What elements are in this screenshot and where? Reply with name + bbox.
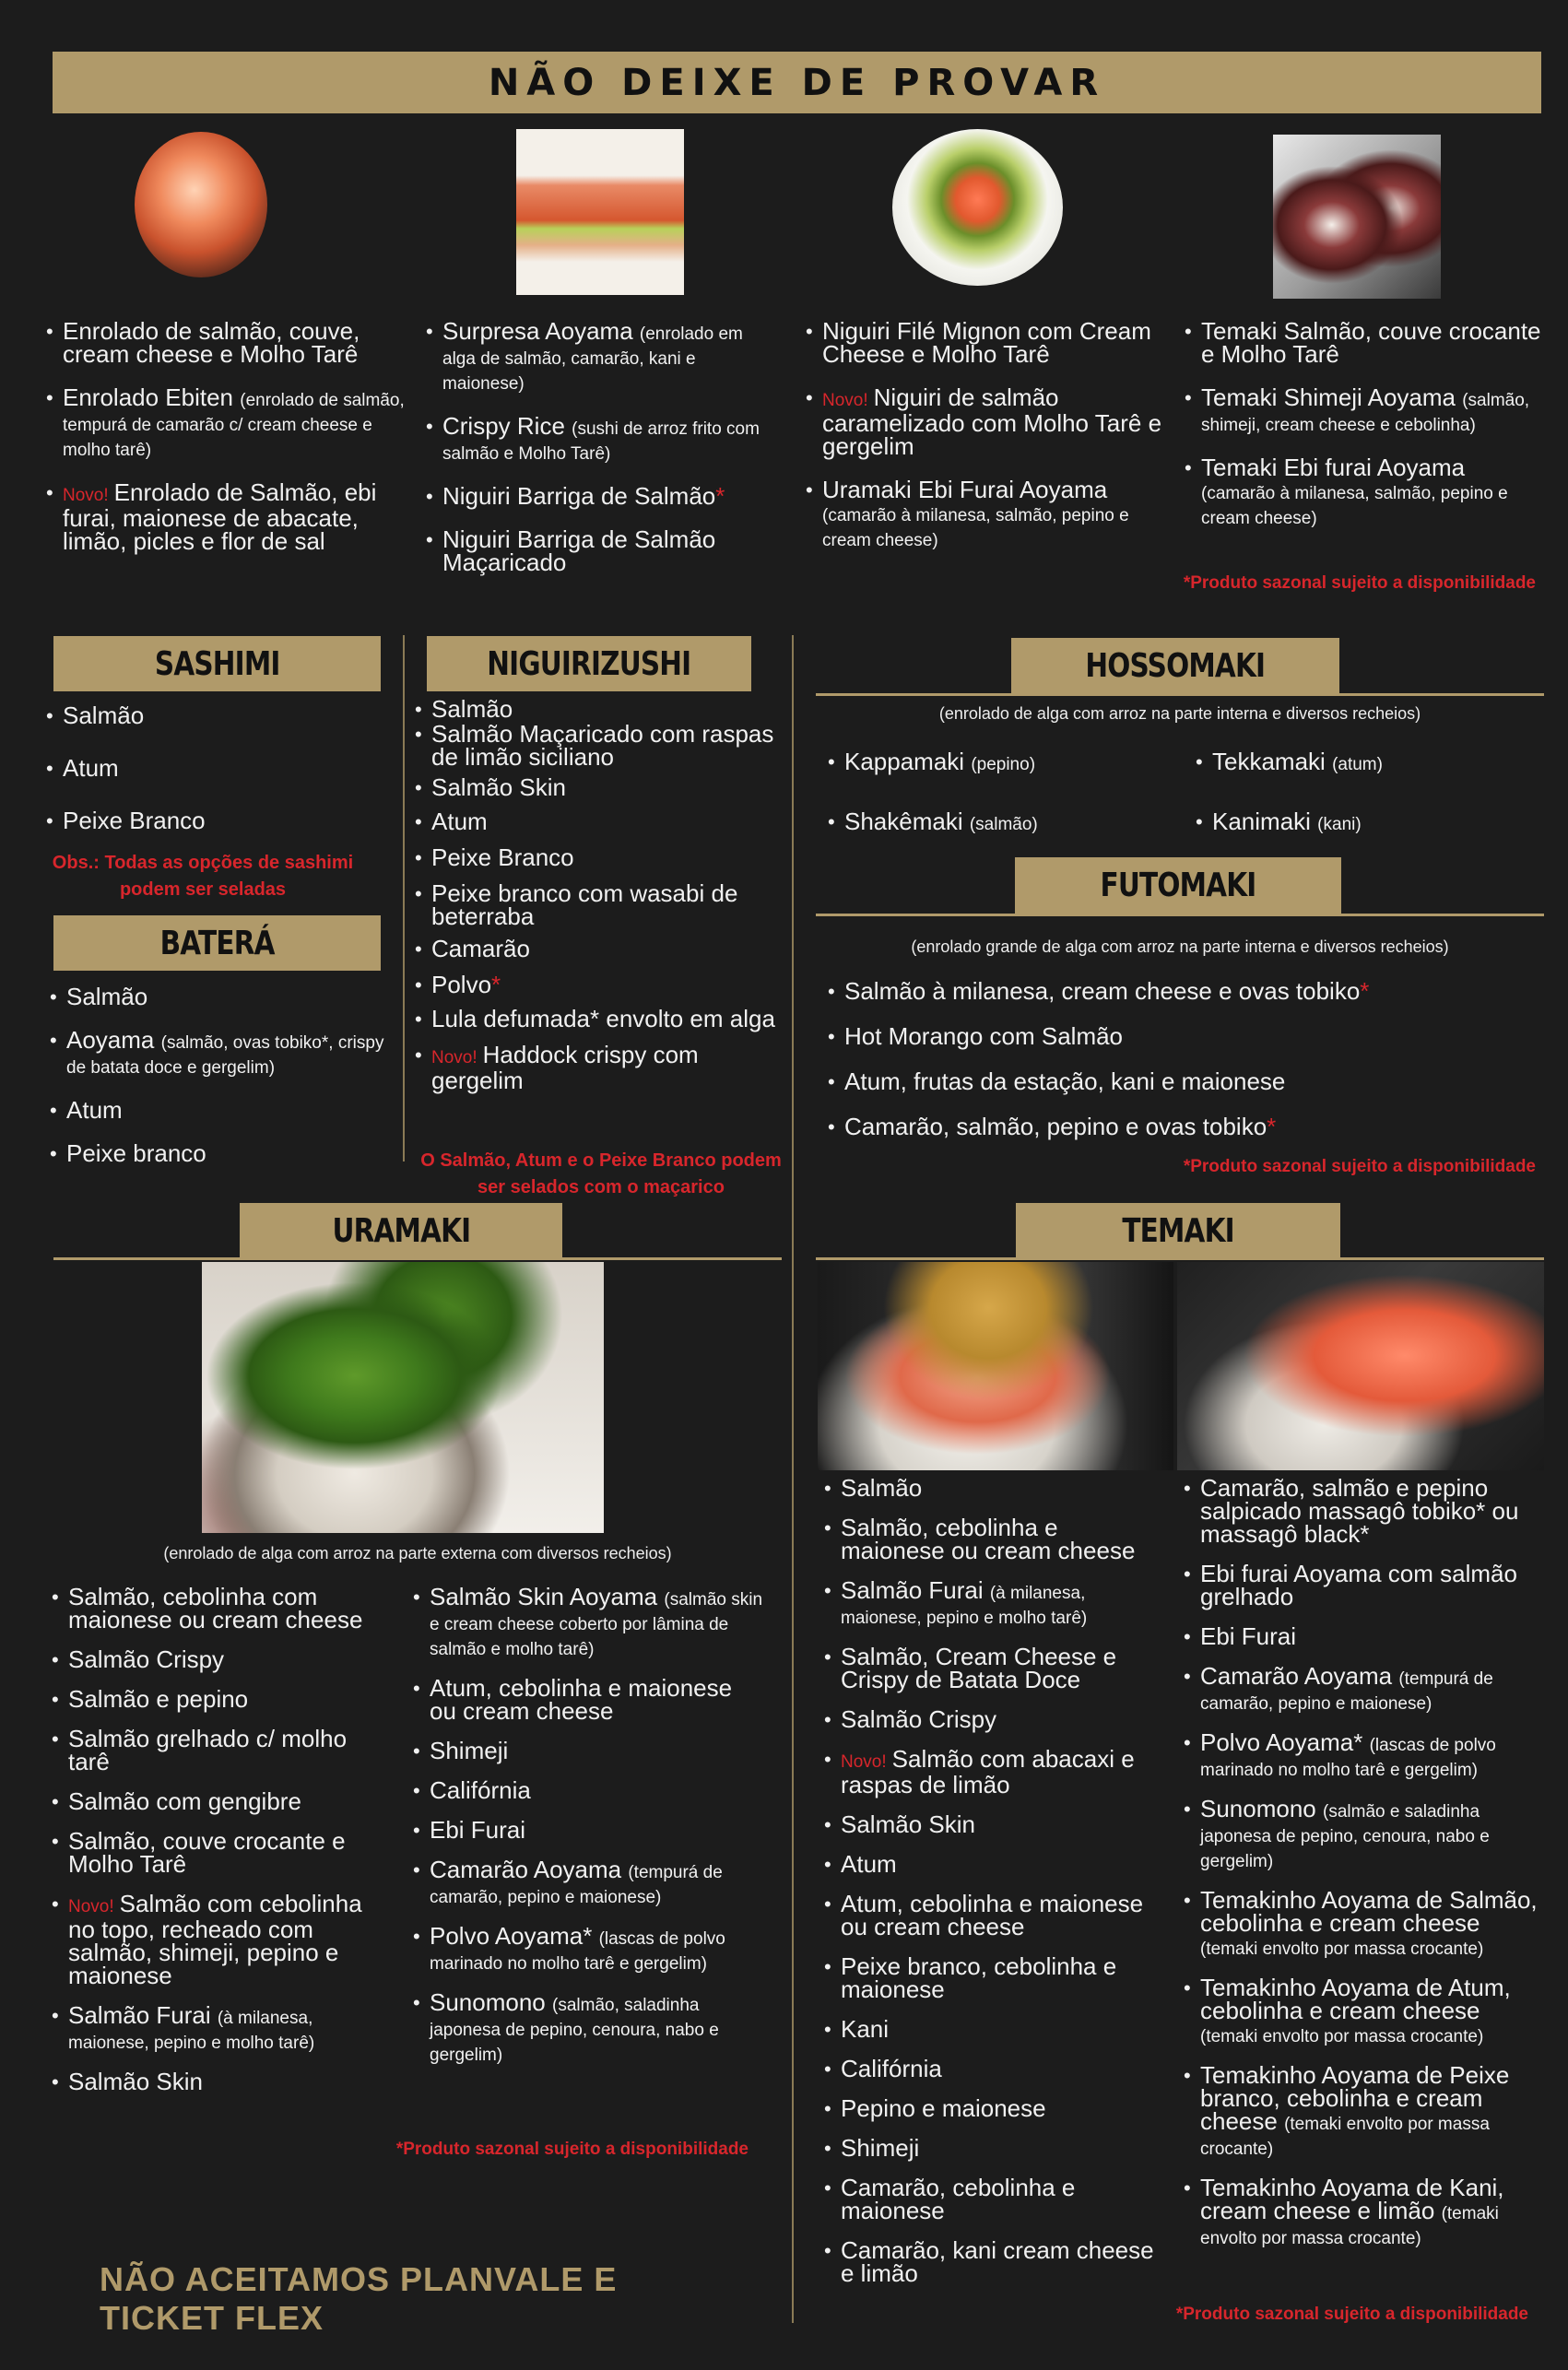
menu-item-name: Salmão, cebolinha com maionese ou cream cheese [68, 1583, 363, 1633]
menu-item [1184, 2061, 1543, 2160]
menu-item [46, 704, 396, 727]
seasonal-note-temaki: *Produto sazonal sujeito a disponibilidade [1175, 2305, 1528, 2324]
menu-item-name: Temakinho Aoyama de Peixe branco, cebolinha e cream cheese [1200, 2061, 1510, 2135]
new-badge: Novo! [431, 1048, 477, 1067]
menu-item-name: Salmão [63, 702, 145, 729]
menu-item-name: Temakinho Aoyama de Salmão, cebolinha e cream cheese [1200, 1886, 1538, 1937]
menu-item [413, 1674, 763, 1725]
temaki-photo-2 [1177, 1262, 1544, 1470]
menu-item [1184, 1662, 1543, 1715]
payment-notice: NÃO ACEITAMOS PLANVALE E TICKET FLEX [100, 2260, 618, 2337]
menu-item [415, 773, 784, 801]
menu-item [806, 478, 1165, 551]
menu-item [413, 1583, 763, 1660]
menu-item-name: Salmão Maçaricado com raspas de limão siciliano [431, 720, 774, 771]
batera-list [50, 985, 395, 1185]
sashimi-list [46, 704, 396, 851]
menu-item-description: (à milanesa, maionese, pepino e molho tarê) [68, 2009, 315, 2053]
featured-col-4 [1185, 317, 1544, 549]
menu-item [426, 482, 776, 510]
menu-item [46, 478, 410, 555]
menu-item [50, 1026, 395, 1079]
menu-item [1184, 1728, 1543, 1781]
menu-item-description: (salmão e saladinha japonesa de pepino, cenoura, nabo e gergelim) [1200, 1802, 1490, 1871]
futomaki-rule [816, 914, 1544, 916]
seasonal-asterisk: * [1267, 1113, 1277, 1140]
menu-item [806, 317, 1165, 368]
menu-item-name: Temaki Salmão, couve crocante e Molho Tarê [1201, 317, 1541, 368]
menu-item-name: Atum, cebolinha e maionese ou cream cheese [430, 1674, 733, 1725]
seasonal-note-uramaki: *Produto sazonal sujeito a disponibilidade [395, 2140, 749, 2159]
menu-item-name: Temakinho Aoyama de Atum, cebolinha e cream cheese [1200, 1974, 1511, 2024]
new-badge: Novo! [63, 486, 109, 505]
menu-item-description: (kani) [1317, 815, 1362, 834]
menu-item [828, 1067, 1538, 1095]
menu-item [824, 1810, 1165, 1838]
menu-item-name: Peixe Branco [431, 843, 574, 871]
uramaki-caption: (enrolado de alga com arroz na parte externa com diversos recheios) [163, 1544, 672, 1562]
menu-item-name: Camarão, cebolinha e maionese [841, 2174, 1076, 2224]
menu-item-name: Polvo Aoyama* [430, 1922, 593, 1950]
menu-item-description: (camarão à milanesa, salmão, pepino e cream cheese) [1201, 484, 1508, 528]
menu-item-name: Camarão, salmão e pepino salpicado massagô tobiko* ou massagô black* [1200, 1474, 1519, 1548]
menu-item-description: (lascas de polvo marinado no molho tarê e gergelim) [430, 1929, 725, 1974]
menu-item [415, 937, 784, 961]
menu-item [52, 2001, 393, 2054]
menu-item-name: Niguiri Barriga de Salmão Maçaricado [442, 525, 716, 576]
menu-item [1185, 317, 1544, 368]
menu-item-description: (pepino) [971, 755, 1036, 774]
featured-col-3 [806, 317, 1165, 572]
menu-item-description: (salmão skin e cream cheese coberto por lâmina de salmão e molho tarê) [430, 1590, 763, 1659]
menu-item-name: Ebi Furai [430, 1816, 526, 1844]
menu-item-description: (temaki envolto por massa crocante) [1200, 2115, 1490, 2159]
divider-vertical-1 [403, 635, 405, 1161]
menu-item [828, 750, 1178, 775]
menu-item [413, 1776, 763, 1804]
menu-item-name: Uramaki Ebi Furai Aoyama [822, 476, 1108, 503]
menu-item [50, 985, 395, 1008]
menu-item [824, 1705, 1165, 1733]
menu-item-description: (salmão, shimeji, cream cheese e cebolinha) [1201, 391, 1530, 435]
menu-item [824, 2236, 1165, 2287]
menu-item [415, 879, 784, 930]
niguirizushi-list [415, 695, 784, 1102]
menu-item [46, 317, 410, 368]
menu-item-name: Shimeji [841, 2134, 920, 2162]
menu-item-name: Peixe Branco [63, 807, 206, 834]
menu-item [46, 754, 396, 782]
menu-item [415, 1041, 784, 1094]
menu-item-name: Polvo Aoyama* [1200, 1728, 1363, 1756]
menu-item [1184, 2176, 1543, 2249]
menu-item-name: Salmão à milanesa, cream cheese e ovas tobiko [844, 977, 1361, 1005]
niguirizushi-heading: NIGUIRIZUSHI [427, 636, 751, 691]
menu-item [50, 1139, 395, 1167]
menu-item-name: Califórnia [430, 1776, 531, 1804]
menu-item [1196, 750, 1546, 775]
menu-item-name: Enrolado Ebiten [63, 383, 234, 411]
menu-item [50, 1096, 395, 1124]
menu-item-description: (à milanesa, maionese, pepino e molho tarê) [841, 1584, 1088, 1628]
menu-item-description: (temaki envolto por massa crocante) [1200, 1940, 1484, 1959]
menu-item-name: Salmão Furai [68, 2001, 211, 2029]
menu-item [52, 2070, 393, 2093]
menu-item-description: (tempurá de camarão, pepino e maionese) [430, 1863, 723, 1907]
menu-item [824, 1745, 1165, 1798]
menu-item-name: Atum, cebolinha e maionese ou cream cheese [841, 1890, 1144, 1940]
menu-item-name: Peixe branco com wasabi de beterraba [431, 879, 738, 930]
featured-photo-2 [516, 129, 684, 295]
uramaki-photo [202, 1262, 604, 1533]
menu-item-description: (salmão, ovas tobiko*, crispy de batata doce e gergelim) [66, 1033, 384, 1078]
menu-item [828, 1022, 1538, 1050]
menu-item [824, 2176, 1165, 2223]
menu-item-name: Surpresa Aoyama [442, 317, 633, 345]
menu-item [1184, 1886, 1543, 1960]
menu-item-name: Sunomono [430, 1988, 546, 2016]
menu-item-description: (temaki envolto por massa crocante) [1200, 2204, 1499, 2248]
menu-item [52, 1685, 393, 1713]
hossomaki-heading: HOSSOMAKI [1011, 638, 1339, 694]
menu-item [52, 1645, 393, 1673]
menu-item-name: Camarão Aoyama [430, 1856, 622, 1883]
menu-item [828, 810, 1178, 835]
featured-photo-3 [892, 129, 1063, 286]
menu-item-name: Camarão Aoyama [1200, 1662, 1393, 1690]
menu-item-description: (atum) [1332, 755, 1383, 774]
menu-item [824, 1474, 1165, 1502]
menu-item [1184, 1474, 1543, 1548]
futomaki-heading: FUTOMAKI [1015, 857, 1341, 914]
menu-item [415, 695, 784, 723]
menu-item-name: Temaki Shimeji Aoyama [1201, 383, 1456, 411]
menu-item-description: (tempurá de camarão, pepino e maionese) [1200, 1669, 1493, 1714]
menu-item [828, 977, 1538, 1005]
seasonal-asterisk: * [491, 971, 501, 998]
menu-item-name: Salmão [431, 695, 513, 723]
menu-item [806, 383, 1165, 460]
menu-item-name: Camarão, salmão, pepino e ovas tobiko [844, 1113, 1267, 1140]
menu-item-name: Salmão Furai [841, 1576, 984, 1604]
menu-item-name: Polvo [431, 971, 492, 998]
menu-item [824, 2134, 1165, 2162]
menu-item [413, 1858, 763, 1908]
menu-item [1185, 456, 1544, 529]
menu-item-name: Salmão, Cream Cheese e Crispy de Batata Doce [841, 1643, 1117, 1693]
menu-item [415, 973, 784, 996]
menu-item [415, 843, 784, 871]
menu-item-name: Crispy Rice [442, 412, 565, 440]
menu-item-name: Atum [66, 1096, 123, 1124]
menu-item-name: Atum [63, 754, 119, 782]
menu-item [413, 1988, 763, 2066]
menu-item-name: Shakêmaki [844, 808, 963, 835]
new-badge: Novo! [822, 391, 868, 410]
menu-item-name: Ebi furai Aoyama com salmão grelhado [1200, 1560, 1517, 1610]
futomaki-caption: (enrolado grande de alga com arroz na parte interna e diversos recheios) [911, 937, 1449, 956]
menu-item [52, 1892, 393, 1987]
menu-item-name: Salmão Skin Aoyama [430, 1583, 658, 1610]
menu-item-name: Califórnia [841, 2055, 942, 2082]
menu-item-name: Temaki Ebi furai Aoyama [1201, 454, 1466, 481]
menu-item-name: Kani [841, 2015, 890, 2043]
menu-item-name: Salmão com gengibre [68, 1787, 301, 1815]
menu-item-description: (lascas de polvo marinado no molho tarê e gergelim) [1200, 1736, 1496, 1780]
menu-item-name: Kappamaki [844, 748, 965, 775]
menu-item [824, 1576, 1165, 1629]
menu-item-name: Niguiri de salmão caramelizado com Molho Tarê e gergelim [822, 383, 1162, 460]
featured-col-1 [46, 317, 410, 573]
menu-item-name: Ebi Furai [1200, 1622, 1297, 1650]
menu-item-name: Atum [431, 808, 488, 835]
menu-item-name: Salmão [66, 983, 148, 1010]
menu-item-name: Hot Morango com Salmão [844, 1022, 1124, 1050]
menu-item [1185, 383, 1544, 436]
menu-item-name: Tekkamaki [1212, 748, 1326, 775]
menu-item-name: Peixe branco, cebolinha e maionese [841, 1952, 1117, 2003]
menu-item-description: (enrolado de salmão, tempurá de camarão c/ cream cheese e molho tarê) [63, 391, 405, 460]
menu-item-name: Salmão e pepino [68, 1685, 249, 1713]
futomaki-list [828, 977, 1538, 1140]
hossomaki-list-right [1196, 750, 1546, 835]
menu-item-name: Temakinho Aoyama de Kani, cream cheese e limão [1200, 2174, 1504, 2224]
menu-item-name: Enrolado de Salmão, ebi furai, maionese de abacate, limão, picles e flor de sal [63, 478, 377, 555]
menu-item-name: Salmão grelhado c/ molho tarê [68, 1725, 348, 1775]
menu-item-name: Camarão [431, 935, 530, 962]
menu-item [415, 1005, 784, 1032]
menu-item-name: Niguiri Filé Mignon com Cream Cheese e Molho Tarê [822, 317, 1151, 368]
menu-item [415, 810, 784, 833]
menu-item [52, 1787, 393, 1815]
uramaki-rule [53, 1257, 782, 1260]
sashimi-heading: SASHIMI [53, 636, 381, 691]
menu-item-name: Pepino e maionese [841, 2094, 1046, 2122]
batera-heading: BATERÁ [53, 915, 381, 971]
sashimi-note: Obs.: Todas as opções de sashimi podem ser seladas [52, 853, 354, 900]
temaki-list-left [824, 1474, 1165, 2287]
menu-item [1184, 1562, 1543, 1609]
menu-item-name: Salmão com abacaxi e raspas de limão [841, 1745, 1135, 1798]
menu-item [824, 2015, 1165, 2043]
menu-item [828, 1115, 1538, 1138]
menu-item-name: Salmão Skin [431, 773, 566, 801]
featured-photo-4 [1273, 135, 1441, 299]
menu-item [824, 1892, 1165, 1939]
menu-item [413, 1739, 763, 1763]
menu-item [824, 1645, 1165, 1692]
menu-item-description: (camarão à milanesa, salmão, pepino e cream cheese) [822, 506, 1129, 550]
temaki-photo-1 [818, 1262, 1173, 1470]
menu-item-name: Sunomono [1200, 1795, 1316, 1822]
menu-item [824, 1850, 1165, 1878]
menu-item [413, 1816, 763, 1844]
menu-item-description: (temaki envolto por massa crocante) [1200, 2027, 1484, 2046]
menu-item [426, 412, 776, 465]
menu-item [52, 1583, 393, 1633]
uramaki-list-right [413, 1583, 763, 2066]
menu-item [824, 1516, 1165, 1562]
menu-item-name: Shimeji [430, 1737, 509, 1764]
menu-item-name: Salmão Crispy [68, 1645, 225, 1673]
hossomaki-list-left [828, 750, 1178, 835]
seasonal-note-futomaki: *Produto sazonal sujeito a disponibilidade [1183, 1157, 1536, 1176]
menu-item [46, 383, 410, 461]
menu-item-name: Salmão com cebolinha no topo, recheado com salmão, shimeji, pepino e maionese [68, 1890, 362, 1989]
menu-item-name: Salmão, couve crocante e Molho Tarê [68, 1827, 346, 1878]
menu-item [1184, 1622, 1543, 1650]
menu-item-name: Salmão, cebolinha e maionese ou cream cheese [841, 1514, 1136, 1564]
page-title: NÃO DEIXE DE PROVAR [53, 52, 1541, 113]
menu-item-name: Haddock crispy com gergelim [431, 1041, 699, 1094]
menu-item [52, 1727, 393, 1774]
menu-item-name: Salmão Skin [68, 2068, 203, 2095]
menu-item [824, 1952, 1165, 2003]
menu-item-name: Salmão Skin [841, 1810, 975, 1838]
menu-item-name: Aoyama [66, 1026, 155, 1054]
menu-item-name: Niguiri Barriga de Salmão [442, 482, 716, 510]
temaki-list-right [1184, 1474, 1543, 2249]
new-badge: Novo! [68, 1897, 114, 1916]
niguirizushi-note: O Salmão, Atum e o Peixe Branco podem ser selados com o maçarico [420, 1150, 782, 1197]
menu-item [824, 2055, 1165, 2082]
menu-item-description: (salmão, saladinha japonesa de pepino, cenoura, nabo e gergelim) [430, 1996, 719, 2065]
menu-item-description: (enrolado em alga de salmão, camarão, kani e maionese) [442, 324, 743, 394]
temaki-rule [816, 1257, 1544, 1260]
menu-item-name: Lula defumada* envolto em alga [431, 1005, 775, 1032]
featured-photo-1 [135, 132, 267, 277]
uramaki-list-left [52, 1583, 393, 2095]
menu-item-description: (salmão) [969, 815, 1038, 834]
new-badge: Novo! [841, 1752, 887, 1772]
menu-item [426, 317, 776, 395]
menu-item-name: Salmão Crispy [841, 1705, 997, 1733]
menu-item-name: Atum, frutas da estação, kani e maionese [844, 1067, 1286, 1095]
hossomaki-rule [816, 693, 1544, 696]
menu-item [46, 809, 396, 832]
menu-item [52, 1827, 393, 1878]
menu-item-name: Atum [841, 1850, 897, 1878]
menu-item-name: Peixe branco [66, 1139, 206, 1167]
temaki-heading: TEMAKI [1016, 1203, 1340, 1258]
menu-item-name: Camarão, kani cream cheese e limão [841, 2236, 1154, 2287]
menu-item [1184, 1976, 1543, 2047]
seasonal-note-featured: *Produto sazonal sujeito a disponibilidade [1183, 573, 1536, 593]
divider-vertical-2 [792, 635, 794, 2323]
menu-item-name: Kanimaki [1212, 808, 1311, 835]
menu-item [824, 2094, 1165, 2122]
menu-item [1196, 810, 1546, 835]
menu-item [1184, 1795, 1543, 1872]
menu-item-name: Enrolado de salmão, couve, cream cheese e Molho Tarê [63, 317, 360, 368]
menu-item [426, 525, 776, 576]
seasonal-asterisk: * [1360, 977, 1370, 1005]
hossomaki-caption: (enrolado de alga com arroz na parte interna e diversos recheios) [938, 704, 1421, 723]
menu-item-description: (sushi de arroz frito com salmão e Molho Tarê) [442, 419, 760, 464]
uramaki-heading: URAMAKI [240, 1203, 562, 1258]
featured-col-2 [426, 317, 776, 595]
menu-item [413, 1922, 763, 1975]
menu-item [415, 720, 784, 771]
menu-item-name: Salmão [841, 1474, 923, 1502]
seasonal-asterisk: * [715, 482, 725, 510]
